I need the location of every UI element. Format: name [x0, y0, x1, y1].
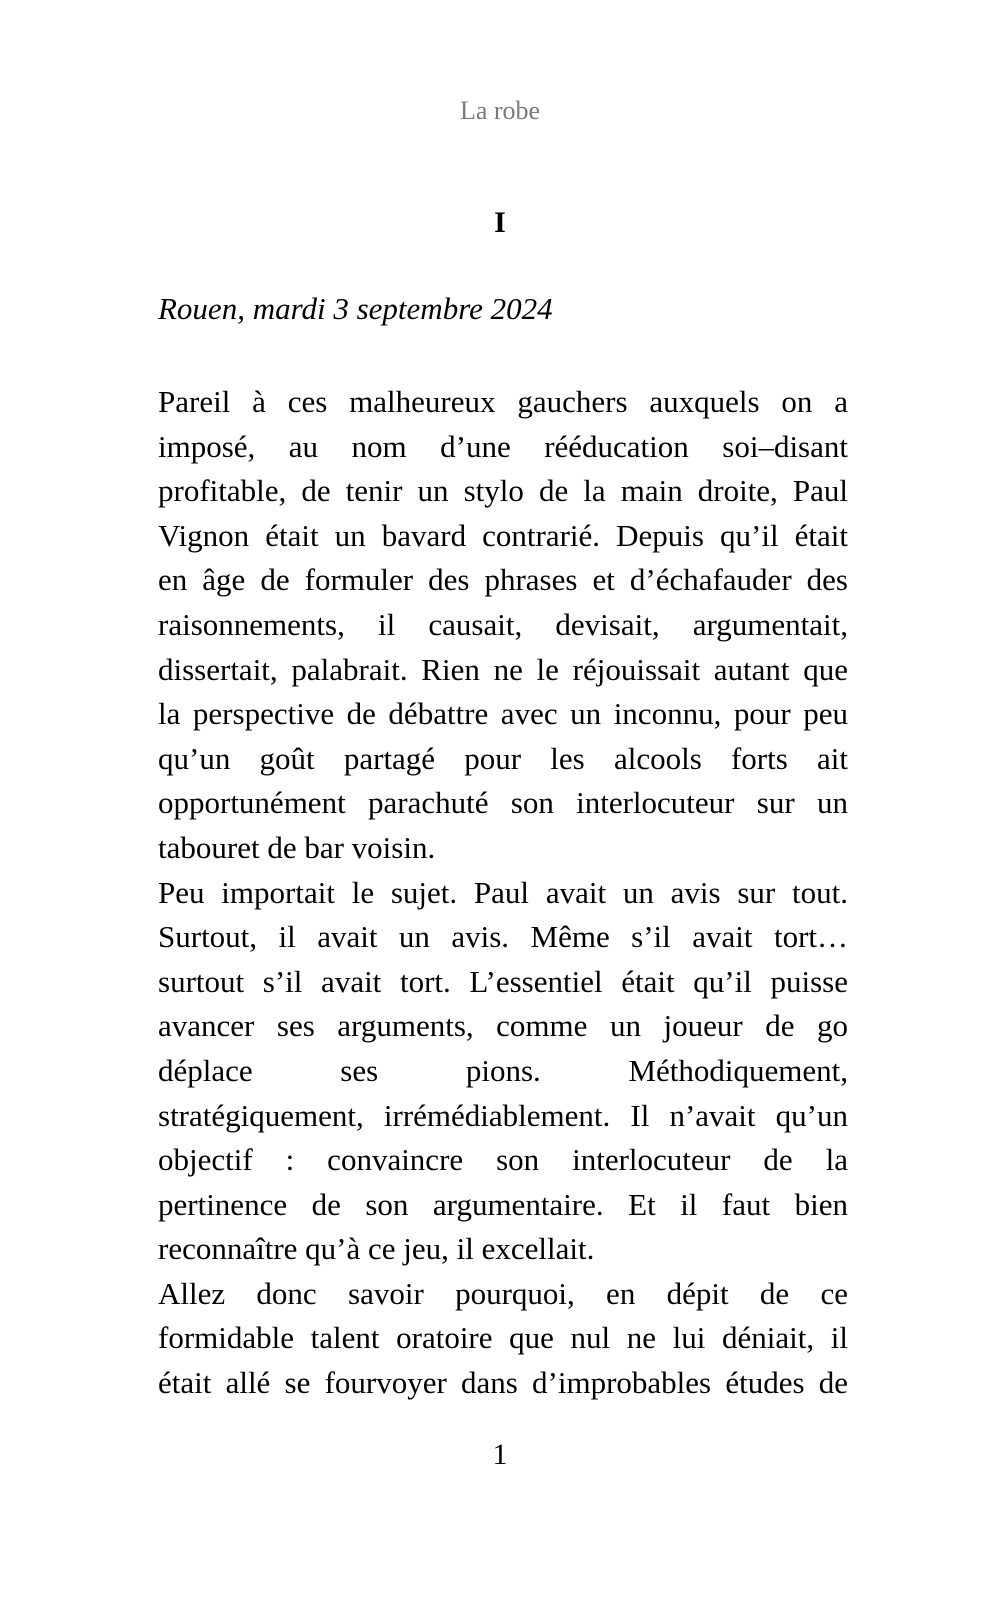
paragraph-1 — [158, 380, 848, 871]
text-line: qu’un goût partagé pour les alcools forts ait — [158, 740, 848, 776]
text-line: raisonnements, il causait, devisait, argumentait, — [158, 606, 848, 642]
text-line: objectif : convaincre son interlocuteur de la — [158, 1142, 848, 1178]
text-line: Allez donc savoir pourquoi, en dépit de ce — [158, 1275, 848, 1311]
text-line: profitable, de tenir un stylo de la main droite, Paul — [158, 473, 848, 509]
body-text — [158, 380, 848, 1406]
text-line: surtout s’il avait tort. L’essentiel était qu’il puisse — [158, 963, 848, 999]
page-number: 1 — [492, 1438, 508, 1471]
text-line: avancer ses arguments, comme un joueur de go — [158, 1008, 848, 1044]
text-line: déplace ses pions. Méthodiquement, — [158, 1052, 848, 1088]
text-line: Peu importait le sujet. Paul avait un avis sur tout. — [158, 874, 848, 910]
paragraph-2 — [158, 871, 848, 1272]
text-line: reconnaître qu’à ce jeu, il excellait. — [158, 1231, 595, 1267]
text-line: dissertait, palabrait. Rien ne le réjouissait autant que — [158, 651, 848, 687]
text-line: formidable talent oratoire que nul ne lui déniait, il — [158, 1320, 848, 1356]
chapter-number: I — [494, 206, 506, 239]
text-line: opportunément parachuté son interlocuteur sur un — [158, 785, 848, 821]
chapter-dateline: Rouen, mardi 3 septembre 2024 — [158, 291, 553, 326]
paragraph-3 — [158, 1272, 848, 1406]
text-line: pertinence de son argumentaire. Et il faut bien — [158, 1186, 848, 1222]
running-header: La robe — [459, 96, 541, 125]
text-line: stratégiquement, irrémédiablement. Il n’avait qu’un — [158, 1097, 848, 1133]
text-line: en âge de formuler des phrases et d’échafauder des — [158, 562, 848, 598]
text-line: la perspective de débattre avec un inconnu, pour peu — [158, 696, 848, 732]
text-line: tabouret de bar voisin. — [158, 829, 436, 865]
text-line: Surtout, il avait un avis. Même s’il avait tort… — [158, 919, 848, 955]
text-line: était allé se fourvoyer dans d’improbables études de — [158, 1365, 848, 1401]
text-line: Pareil à ces malheureux gauchers auxquels on a — [158, 384, 848, 419]
text-line: Vignon était un bavard contrarié. Depuis qu’il était — [158, 517, 848, 553]
text-line: imposé, au nom d’une rééducation soi–disant — [158, 428, 848, 464]
